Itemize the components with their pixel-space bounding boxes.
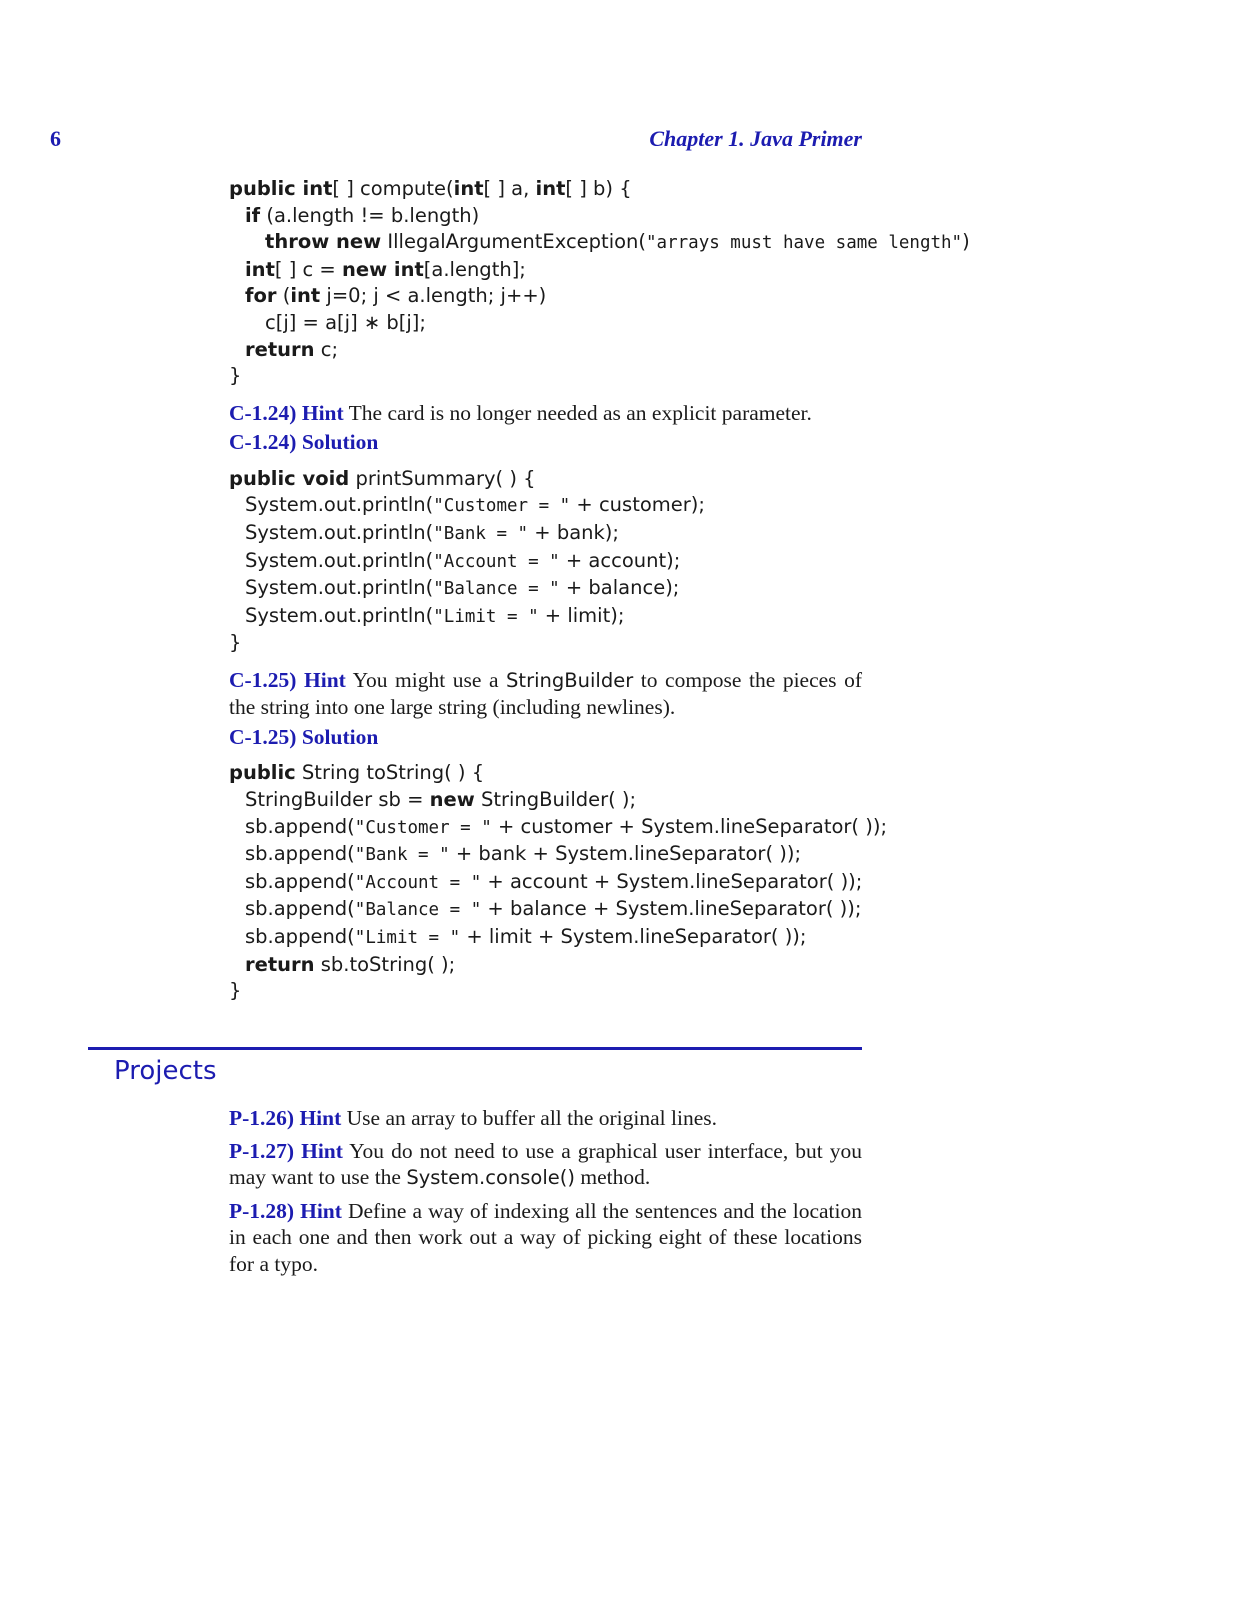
- hint-label: P-1.28) Hint: [229, 1198, 342, 1223]
- hint-c-1-24: C-1.24) Hint The card is no longer needed as an explicit parameter.: [229, 400, 812, 425]
- section-title-projects: Projects: [114, 1056, 217, 1086]
- code-block-print-summary: [229, 466, 862, 657]
- code-line: sb.append("Balance = " + balance + System.lineSeparator( ));: [245, 897, 862, 921]
- section-rule: [88, 1047, 862, 1050]
- projects-list: [229, 1105, 862, 1277]
- code-line: System.out.println("Limit = " + limit);: [245, 603, 625, 627]
- code-line: sb.append("Customer = " + customer + System.lineSeparator( ));: [245, 814, 888, 838]
- main-content: [229, 176, 970, 1005]
- code-line: }: [229, 631, 242, 655]
- code-line: if (a.length != b.length): [245, 203, 480, 227]
- code-line: sb.append("Bank = " + bank + System.lineSeparator( ));: [245, 842, 802, 866]
- hint-label: P-1.27) Hint: [229, 1138, 343, 1163]
- hint-label: P-1.26) Hint: [229, 1106, 342, 1130]
- code-line: sb.append("Account = " + account + System.lineSeparator( ));: [245, 869, 863, 893]
- hint-p-1-26: P-1.26) Hint Use an array to buffer all the original lines.: [229, 1106, 718, 1130]
- code-line: for (int j=0; j < a.length; j++): [245, 284, 547, 308]
- running-head: Chapter 1. Java Primer: [649, 126, 862, 151]
- code-line: int[ ] c = new int[a.length];: [245, 257, 526, 281]
- code-line: public String toString( ) {: [229, 761, 485, 785]
- code-line: c[j] = a[j] ∗ b[j];: [265, 310, 426, 334]
- page-number: 6: [50, 126, 61, 151]
- hint-c-1-25: C-1.25) Hint You might use a StringBuilder to compose the pieces of the string into one large string (including newlines).: [229, 667, 863, 720]
- code-block-to-string: [229, 760, 888, 1004]
- code-block-compute: [229, 176, 970, 390]
- code-line: return sb.toString( );: [245, 952, 456, 976]
- code-line: StringBuilder sb = new StringBuilder( );: [245, 788, 637, 811]
- code-line: throw new IllegalArgumentException("arrays must have same length"): [265, 230, 970, 254]
- code-line: }: [229, 364, 242, 388]
- code-line: }: [229, 979, 242, 1003]
- code-line: System.out.println("Bank = " + bank);: [245, 520, 619, 544]
- hint-p-1-27: P-1.27) Hint You do not need to use a graphical user interface, but you may want to use the System.console() method.: [229, 1138, 862, 1189]
- hint-label: C-1.24) Hint: [229, 400, 344, 425]
- code-line: public int[ ] compute(int[ ] a, int[ ] b) {: [229, 177, 632, 200]
- hint-label: C-1.25) Hint: [229, 667, 346, 692]
- code-line: System.out.println("Account = " + account);: [245, 548, 681, 572]
- hint-p-1-28: P-1.28) Hint Define a way of indexing all the sentences and the location in each one and then work out a way of picking eight of these locations for a typo.: [229, 1198, 862, 1276]
- solution-label: C-1.24) Solution: [229, 430, 379, 455]
- code-line: public void printSummary( ) {: [229, 466, 536, 490]
- code-line: System.out.println("Balance = " + balance);: [245, 576, 680, 600]
- solution-c-1-25: [229, 724, 862, 751]
- code-line: return c;: [245, 337, 339, 361]
- code-line: System.out.println("Customer = " + customer);: [245, 493, 705, 517]
- code-line: sb.append("Limit = " + limit + System.lineSeparator( ));: [245, 924, 807, 948]
- solution-c-1-24: [229, 429, 862, 456]
- solution-label: C-1.25) Solution: [229, 724, 379, 749]
